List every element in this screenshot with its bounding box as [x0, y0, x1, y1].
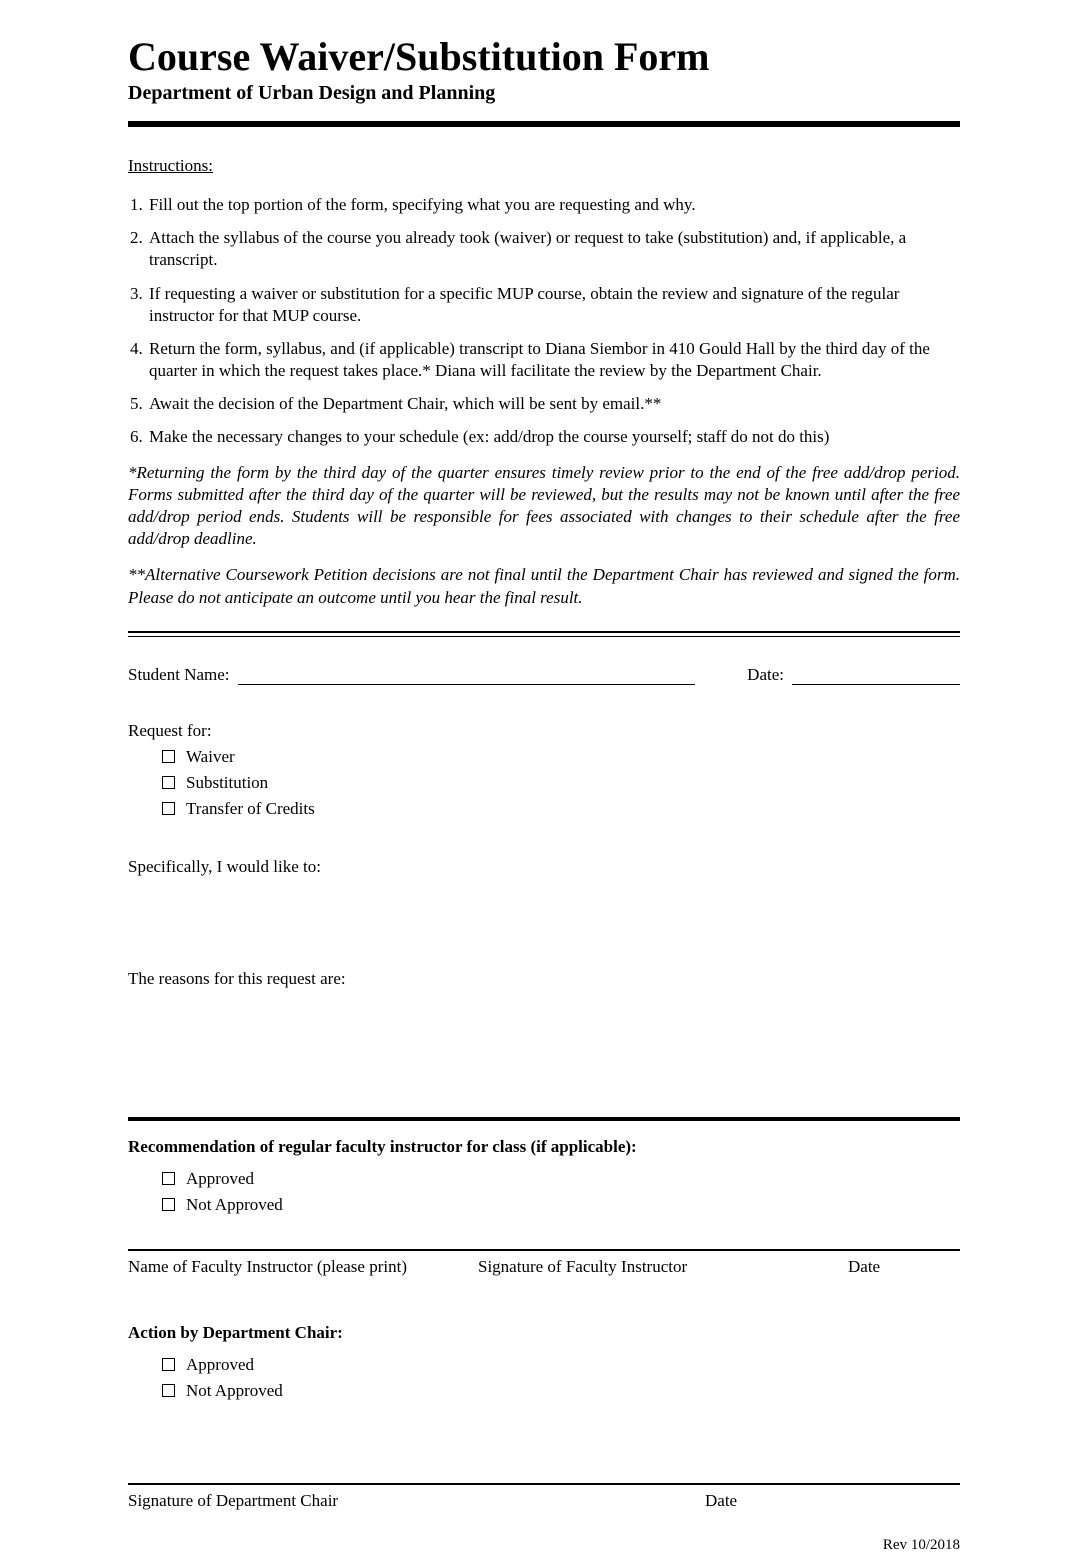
instruction-item-4: 4. Return the form, syllabus, and (if applicable) transcript to Diana Siembor in 410 Gould Hall by the third day of the quarter in which the request takes place.* Diana will facilitate the review by the Department Chair. [147, 338, 960, 382]
chair-signature-line[interactable] [128, 1483, 960, 1485]
reasons-label: The reasons for this request are: [128, 968, 346, 988]
chair-signature-labels-row [128, 1491, 960, 1511]
divider-header-rule [128, 121, 960, 127]
footnote-petition: **Alternative Coursework Petition decisions are not final until the Department Chair has reviewed and signed the form. Please do not anticipate an outcome until you hear the final result. [128, 565, 960, 607]
request-for-label: Request for: [128, 720, 212, 740]
instruction-item-2: 2. Attach the syllabus of the course you already took (waiver) or request to take (substitution) and, if applicable, a transcript. [147, 227, 960, 271]
faculty-option-approved[interactable] [162, 1169, 960, 1189]
faculty-signature-label: Signature of Faculty Instructor [478, 1256, 688, 1276]
checkbox-chair-approved-icon[interactable] [162, 1358, 175, 1371]
request-option-substitution-label: Substitution [186, 772, 269, 792]
checkbox-faculty-approved-icon[interactable] [162, 1172, 175, 1185]
faculty-name-label: Name of Faculty Instructor (please print) [128, 1256, 407, 1276]
specifically-label: Specifically, I would like to: [128, 856, 321, 876]
instructions-list [128, 194, 960, 448]
footnote-add-drop: *Returning the form by the third day of the quarter ensures timely review prior to the end of the free add/drop period. Forms submitted after the third day of the quarter will be reviewed, but the results may not be known until after the free add/drop period ends. Students will be responsible for fees associated with changes to their schedule after the free add/drop deadline. [128, 463, 960, 549]
chair-approved-label: Approved [186, 1354, 254, 1374]
chair-signature-write-area[interactable] [128, 1407, 960, 1483]
instruction-item-3: 3. If requesting a waiver or substitution for a specific MUP course, obtain the review and signature of the regular instructor for that MUP course. [147, 283, 960, 327]
student-name-input[interactable] [238, 665, 696, 685]
request-option-substitution[interactable] [162, 773, 960, 793]
checkbox-substitution-icon[interactable] [162, 776, 175, 789]
request-for-block [128, 721, 960, 819]
reasons-write-area[interactable] [128, 989, 960, 1107]
chair-options-list [162, 1355, 960, 1401]
faculty-recommendation-heading: Recommendation of regular faculty instructor for class (if applicable): [128, 1136, 637, 1156]
divider-double-rule [128, 631, 960, 637]
chair-option-approved[interactable] [162, 1355, 960, 1375]
student-name-date-row [128, 665, 960, 685]
chair-option-not-approved[interactable] [162, 1381, 960, 1401]
chair-signature-label: Signature of Department Chair [128, 1490, 339, 1510]
instructions-heading: Instructions: [128, 156, 213, 175]
divider-faculty-section [128, 1117, 960, 1121]
request-option-waiver[interactable] [162, 747, 960, 767]
faculty-signature-labels-row [128, 1257, 960, 1277]
chair-not-approved-label: Not Approved [186, 1380, 283, 1400]
instruction-item-6: 6. Make the necessary changes to your schedule (ex: add/drop the course yourself; staff do not do this) [147, 426, 960, 448]
checkbox-waiver-icon[interactable] [162, 750, 175, 763]
specifically-write-area[interactable] [128, 877, 960, 969]
faculty-options-list [162, 1169, 960, 1215]
faculty-date-label: Date [848, 1256, 881, 1276]
checkbox-faculty-not-approved-icon[interactable] [162, 1198, 175, 1211]
request-option-transfer[interactable] [162, 799, 960, 819]
date-input[interactable] [792, 665, 960, 685]
instruction-item-5: 5. Await the decision of the Department Chair, which will be sent by email.** [147, 393, 960, 415]
faculty-not-approved-label: Not Approved [186, 1194, 283, 1214]
chair-date-label: Date [705, 1490, 738, 1510]
instruction-item-1: 1. Fill out the top portion of the form, specifying what you are requesting and why. [147, 194, 960, 216]
student-name-label: Student Name: [128, 664, 230, 684]
request-options-list [162, 747, 960, 819]
page-title: Course Waiver/Substitution Form [128, 34, 710, 79]
request-option-waiver-label: Waiver [186, 746, 235, 766]
chair-action-heading: Action by Department Chair: [128, 1322, 343, 1342]
faculty-approved-label: Approved [186, 1168, 254, 1188]
revision-stamp: Rev 10/2018 [882, 1536, 960, 1553]
faculty-option-not-approved[interactable] [162, 1195, 960, 1215]
request-option-transfer-label: Transfer of Credits [186, 798, 315, 818]
checkbox-chair-not-approved-icon[interactable] [162, 1384, 175, 1397]
checkbox-transfer-icon[interactable] [162, 802, 175, 815]
faculty-signature-line[interactable] [128, 1249, 960, 1251]
date-label: Date: [747, 664, 784, 684]
page-subtitle: Department of Urban Design and Planning [128, 82, 496, 104]
